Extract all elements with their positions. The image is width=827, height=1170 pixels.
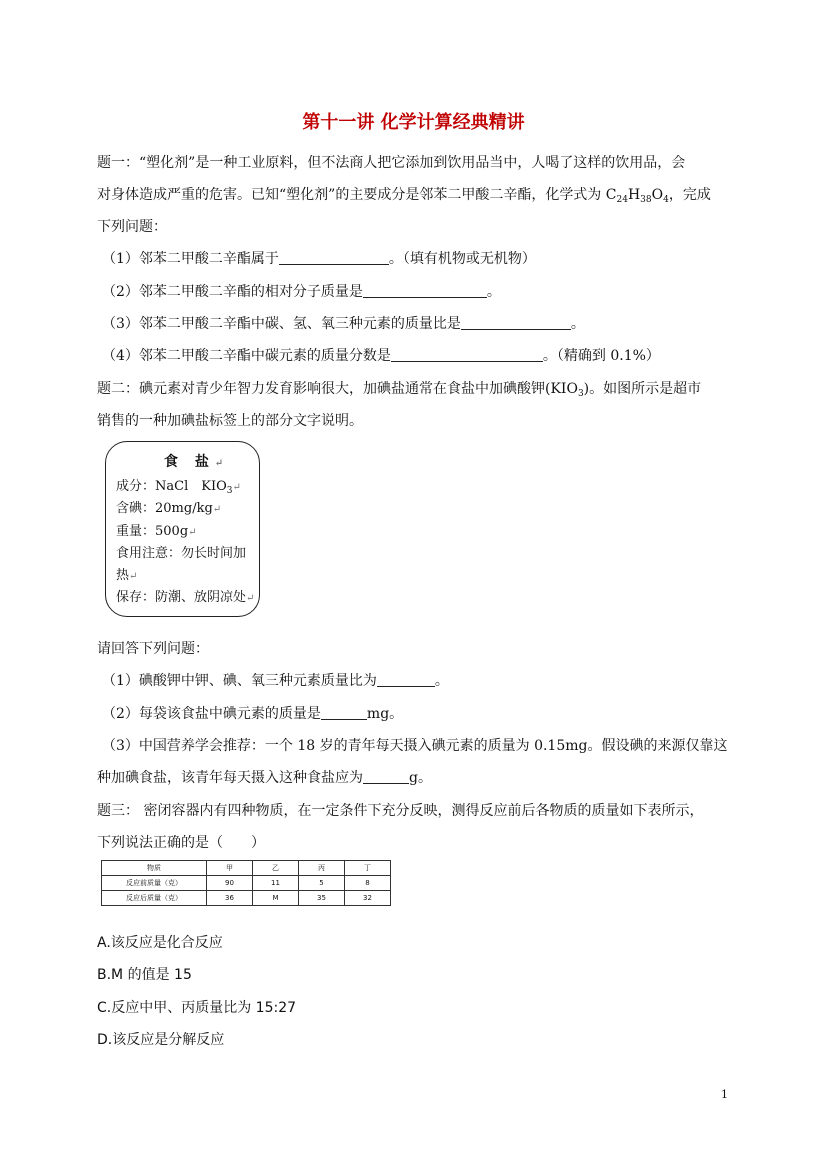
table-header-cell: 物质	[102, 861, 207, 876]
table-header-cell: 甲	[207, 861, 253, 876]
option-a[interactable]: A.该反应是化合反应	[97, 935, 223, 951]
q2-ask: 请回答下列问题：	[97, 641, 209, 657]
table-cell: M	[253, 891, 299, 906]
page-number: 1	[721, 1088, 728, 1101]
q1-line2: 对身体造成严重的危害。已知“塑化剂”的主要成分是邻苯二甲酸二辛酯，化学式为 $C_{24}H_{38}O_4$，完成	[97, 187, 711, 205]
answer-blank[interactable]	[461, 315, 571, 330]
option-d[interactable]: D.该反应是分解反应	[97, 1032, 225, 1048]
q2-line2: 销售的一种加碘盐标签上的部分文字说明。	[97, 413, 363, 429]
q2-part1: （1）碘酸钾中钾、碘、氧三种元素质量比为 。	[102, 673, 449, 689]
table-header-cell: 丙	[299, 861, 345, 876]
q1-line3: 下列问题：	[97, 219, 167, 235]
table-row	[102, 876, 391, 891]
label-iodine: 含碘：20mg/kg↵	[116, 501, 222, 516]
table-cell: 36	[207, 891, 253, 906]
q2-line1: 题二：碘元素对青少年智力发育影响很大，加碘盐通常在食盐中加碘酸钾$(KIO_3)$。如图所示是超市	[97, 381, 702, 399]
answer-blank[interactable]	[279, 250, 389, 265]
option-c[interactable]: C.反应中甲、丙质量比为 15:27	[97, 1000, 297, 1016]
table-cell: 8	[345, 876, 391, 891]
mass-table	[101, 860, 391, 906]
q1-part1: （1）邻苯二甲酸二辛酯属于 。（填有机物或无机物）	[102, 251, 536, 267]
table-row	[102, 891, 391, 906]
page-title: 第十一讲 化学计算经典精讲	[302, 112, 525, 133]
answer-blank[interactable]	[377, 672, 435, 687]
label-storage: 保存：防潮、放阴凉处↵	[116, 590, 255, 605]
q1-part3: （3）邻苯二甲酸二辛酯中碳、氢、氧三种元素的质量比是 。	[102, 316, 585, 332]
table-header-cell: 乙	[253, 861, 299, 876]
label-notice: 食用注意：勿长时间加	[116, 546, 247, 561]
label-notice-cont: 热↵	[116, 568, 138, 583]
q2-part2: （2）每袋该食盐中碘元素的质量是 mg。	[102, 706, 404, 722]
table-cell: 11	[253, 876, 299, 891]
q2-part3-line1: （3）中国营养学会推荐：一个 18 岁的青年每天摄入碘元素的质量为 0.15mg。假设碘的来源仅靠这	[102, 738, 728, 754]
answer-blank[interactable]	[363, 769, 409, 784]
table-cell: 5	[299, 876, 345, 891]
salt-label-box	[105, 441, 260, 617]
option-b[interactable]: B.M 的值是 15	[97, 967, 192, 983]
table-cell: 32	[345, 891, 391, 906]
answer-blank[interactable]	[363, 283, 487, 298]
label-title: 食 盐↵	[164, 454, 230, 470]
table-cell: 反应前质量（克）	[102, 876, 207, 891]
table-cell: 90	[207, 876, 253, 891]
q1-part2: （2）邻苯二甲酸二辛酯的相对分子质量是 。	[102, 284, 501, 300]
answer-blank[interactable]	[391, 347, 543, 362]
q1-part4: （4）邻苯二甲酸二辛酯中碳元素的质量分数是 。（精确到 0.1%）	[102, 348, 660, 364]
label-weight: 重量：500g↵	[116, 524, 197, 539]
table-header-row	[102, 861, 391, 876]
table-cell: 反应后质量（克）	[102, 891, 207, 906]
q1-line1: 题一：“塑化剂”是一种工业原料，但不法商人把它添加到饮用品当中，人喝了这样的饮用品，会	[97, 155, 686, 171]
table-header-cell: 丁	[345, 861, 391, 876]
label-ingredients: 成分：NaCl $KIO_3↵$	[116, 479, 241, 496]
q3-line1: 题三： 密闭容器内有四种物质，在一定条件下充分反映，测得反应前后各物质的质量如下表所示，	[97, 803, 704, 819]
answer-blank[interactable]	[321, 705, 367, 720]
q3-line2: 下列说法正确的是（ ）	[97, 835, 265, 851]
q2-part3-line2: 种加碘食盐，该青年每天摄入这种食盐应为 g。	[97, 770, 432, 786]
table-cell: 35	[299, 891, 345, 906]
